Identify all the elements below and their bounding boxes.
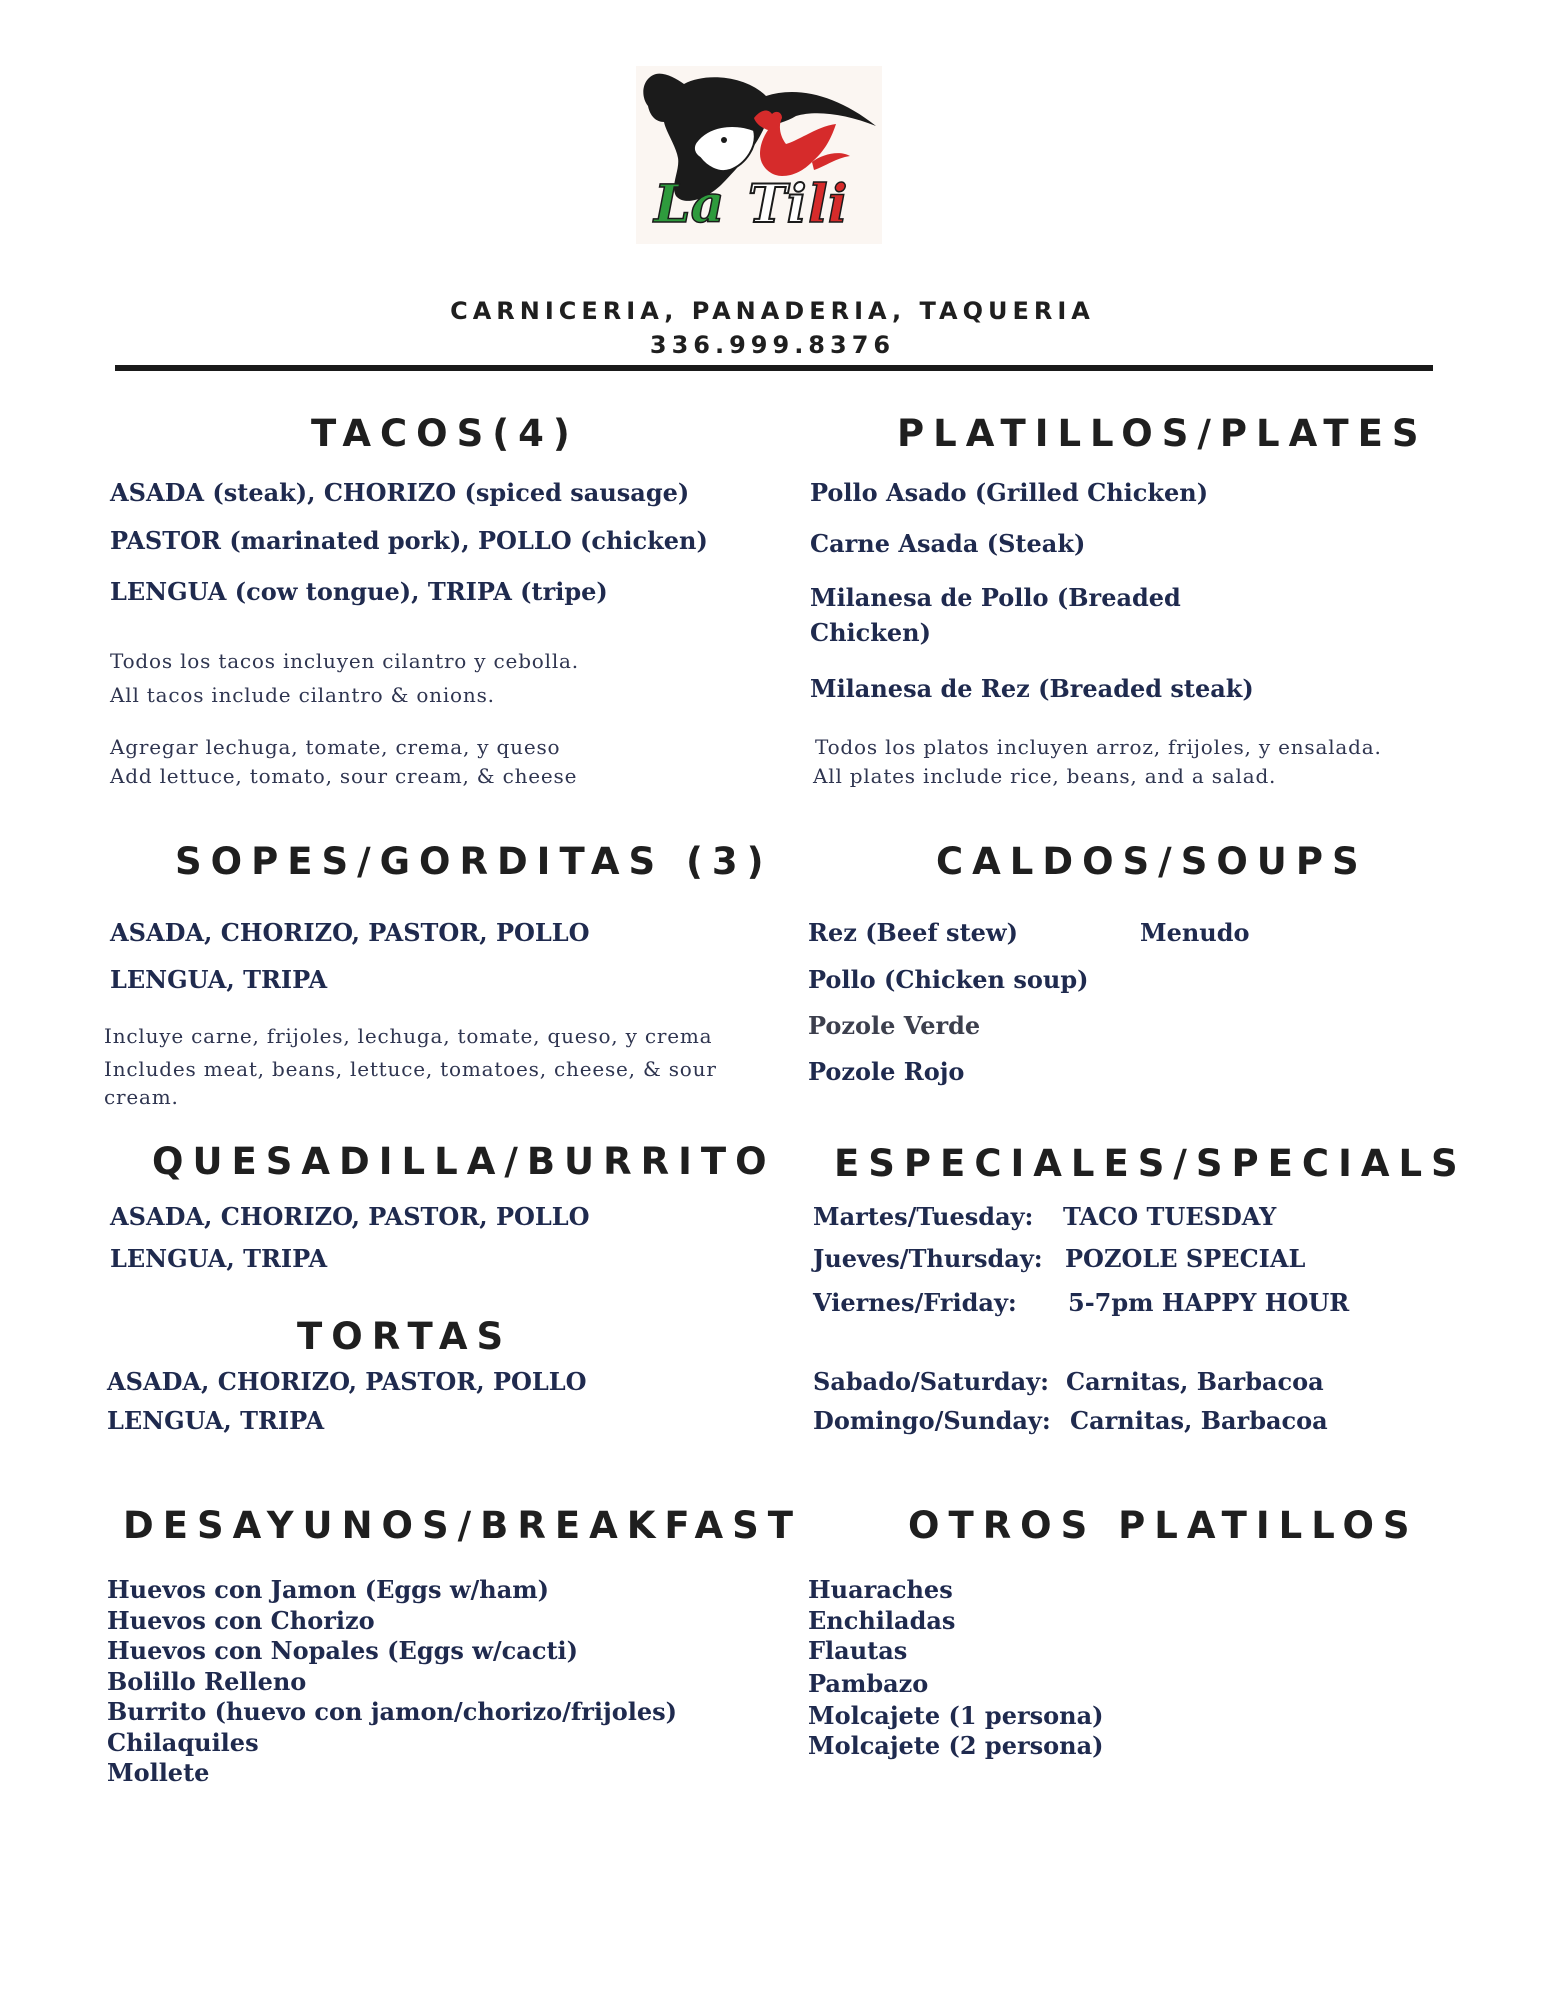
- phone-number: 336.999.8376: [649, 331, 896, 359]
- otros-list: [808, 1575, 1104, 1762]
- special-name: POZOLE SPECIAL: [1065, 1244, 1306, 1273]
- list-item: Burrito (huevo con jamon/chorizo/frijoles): [107, 1697, 677, 1726]
- special-name: Carnitas, Barbacoa: [1070, 1406, 1328, 1435]
- menu-item: Chicken): [810, 618, 931, 647]
- tagline: CARNICERIA, PANADERIA, TAQUERIA: [450, 297, 1095, 325]
- platillos-note: All plates include rice, beans, and a salad.: [813, 764, 1277, 788]
- special-day: Jueves/Thursday:: [813, 1244, 1043, 1273]
- list-item: Huevos con Nopales (Eggs w/cacti): [107, 1636, 579, 1665]
- menu-item: ASADA, CHORIZO, PASTOR, POLLO: [110, 918, 590, 947]
- sopes-note: Includes meat, beans, lettuce, tomatoes, cheese, & sour: [104, 1057, 717, 1081]
- list-item: Enchiladas: [808, 1605, 956, 1635]
- especiales-heading: ESPECIALES/SPECIALS: [834, 1142, 1467, 1185]
- list-item: Chilaquiles: [107, 1727, 259, 1757]
- menu-item: PASTOR (marinated pork), POLLO (chicken): [110, 526, 708, 555]
- sopes-note: Incluye carne, frijoles, lechuga, tomate, queso, y crema: [104, 1024, 713, 1048]
- desayunos-heading: DESAYUNOS/BREAKFAST: [123, 1504, 802, 1547]
- list-item: Flautas: [808, 1636, 908, 1665]
- special-day: Martes/Tuesday:: [813, 1202, 1034, 1231]
- svg-text:li: li: [808, 174, 848, 235]
- special-name: TACO TUESDAY: [1063, 1202, 1277, 1231]
- sopes-heading: SOPES/GORDITAS (3): [175, 840, 773, 883]
- list-item: Bolillo Relleno: [107, 1666, 307, 1696]
- otros-heading: OTROS PLATILLOS: [908, 1504, 1419, 1547]
- special-day: Viernes/Friday:: [813, 1288, 1017, 1317]
- special-day: Sabado/Saturday:: [813, 1367, 1049, 1396]
- menu-item: Pozole Verde: [808, 1011, 981, 1040]
- quesadilla-heading: QUESADILLA/BURRITO: [152, 1140, 776, 1183]
- menu-item: LENGUA, TRIPA: [107, 1406, 325, 1435]
- tacos-note: All tacos include cilantro & onions.: [110, 683, 495, 707]
- special-day: Domingo/Sunday:: [813, 1406, 1051, 1435]
- list-item: Mollete: [107, 1758, 210, 1787]
- sopes-note: cream.: [104, 1085, 179, 1109]
- menu-item: ASADA, CHORIZO, PASTOR, POLLO: [107, 1367, 587, 1396]
- menu-item: ASADA (steak), CHORIZO (spiced sausage): [110, 478, 690, 507]
- special-name: 5-7pm HAPPY HOUR: [1068, 1288, 1350, 1317]
- tortas-heading: TORTAS: [297, 1315, 513, 1358]
- menu-item: Pollo Asado (Grilled Chicken): [810, 478, 1209, 507]
- menu-item: LENGUA, TRIPA: [110, 965, 328, 994]
- list-item: Huevos con Chorizo: [107, 1605, 375, 1635]
- tacos-note: Agregar lechuga, tomate, crema, y queso: [110, 735, 561, 759]
- menu-item: ASADA, CHORIZO, PASTOR, POLLO: [110, 1202, 590, 1231]
- list-item: Pambazo: [808, 1668, 929, 1698]
- svg-text:La: La: [654, 174, 725, 235]
- logo-animals-icon: [636, 66, 882, 244]
- menu-item: Carne Asada (Steak): [810, 529, 1086, 558]
- list-item: Molcajete (2 persona): [808, 1731, 1104, 1760]
- menu-item: Pollo (Chicken soup): [808, 965, 1089, 994]
- platillos-heading: PLATILLOS/PLATES: [897, 412, 1428, 455]
- tacos-note: Add lettuce, tomato, sour cream, & cheese: [110, 764, 578, 788]
- list-item: Molcajete (1 persona): [808, 1700, 1104, 1730]
- menu-item: Milanesa de Pollo (Breaded: [810, 583, 1181, 612]
- list-item: Huaraches: [808, 1575, 953, 1604]
- caldos-heading: CALDOS/SOUPS: [936, 840, 1368, 883]
- menu-item: LENGUA, TRIPA: [110, 1244, 328, 1273]
- logo: [636, 66, 882, 244]
- menu-item: LENGUA (cow tongue), TRIPA (tripe): [110, 577, 608, 606]
- platillos-note: Todos los platos incluyen arroz, frijoles, y ensalada.: [815, 735, 1382, 759]
- svg-text:Ti: Ti: [748, 174, 807, 235]
- menu-item: Rez (Beef stew): [808, 918, 1018, 947]
- menu-item: Menudo: [1140, 918, 1250, 947]
- special-name: Carnitas, Barbacoa: [1066, 1367, 1324, 1396]
- header-divider: [115, 365, 1433, 371]
- list-item: Huevos con Jamon (Eggs w/ham): [107, 1575, 550, 1604]
- tacos-note: Todos los tacos incluyen cilantro y cebolla.: [110, 649, 579, 673]
- menu-item: Milanesa de Rez (Breaded steak): [810, 674, 1254, 703]
- menu-item: Pozole Rojo: [808, 1057, 965, 1086]
- desayunos-list: [107, 1575, 677, 1789]
- tacos-heading: TACOS(4): [311, 412, 579, 455]
